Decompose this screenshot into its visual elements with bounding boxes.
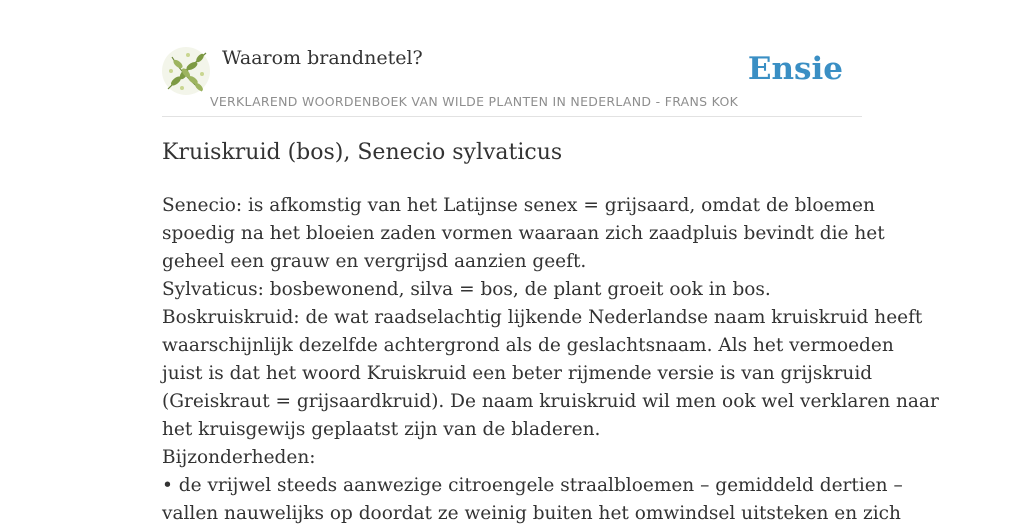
header — [162, 44, 862, 117]
entry-line: het kruisgewijs geplaatst zijn van de bladeren. — [162, 419, 601, 440]
entry-line: spoedig na het bloeien zaden vormen waaraan zich zaadpluis bevindt die het — [162, 223, 885, 244]
entry-line: • de vrijwel steeds aanwezige citroengele straalbloemen – gemiddeld dertien – — [162, 475, 903, 496]
leaf-icon — [162, 47, 210, 95]
entry-line: Senecio: is afkomstig van het Latijnse senex = grijsaard, omdat de bloemen — [162, 195, 875, 216]
entry-line: (Greiskraut = grijsaardkruid). De naam kruiskruid wil men ook wel verklaren naar — [162, 391, 939, 412]
leaf-illustration — [162, 47, 210, 95]
entry-line: vallen nauwelijks op doordat ze weinig buiten het omwindsel uitsteken en zich — [162, 503, 901, 524]
document-subtitle[interactable]: VERKLAREND WOORDENBOEK VAN WILDE PLANTEN IN NEDERLAND - FRANS KOK — [210, 94, 739, 109]
entry-line: waarschijnlijk dezelfde achtergrond als de geslachtsnaam. Als het vermoeden — [162, 335, 894, 356]
entry-line: juist is dat het woord Kruiskruid een beter rijmende versie is van grijskruid — [162, 363, 873, 384]
entry-line: Boskruiskruid: de wat raadselachtig lijkende Nederlandse naam kruiskruid heeft — [162, 307, 923, 328]
entry-line: geheel een grauw en vergrijsd aanzien geeft. — [162, 251, 587, 272]
entry-line: Bijzonderheden: — [162, 447, 316, 468]
document-title[interactable]: Waarom brandnetel? — [222, 47, 423, 69]
entry-body — [162, 192, 939, 528]
entry-title: Kruiskruid (bos), Senecio sylvaticus — [162, 140, 563, 165]
brand-logo[interactable]: Ensie — [747, 51, 843, 87]
entry-line: Sylvaticus: bosbewonend, silva = bos, de plant groeit ook in bos. — [162, 279, 771, 300]
